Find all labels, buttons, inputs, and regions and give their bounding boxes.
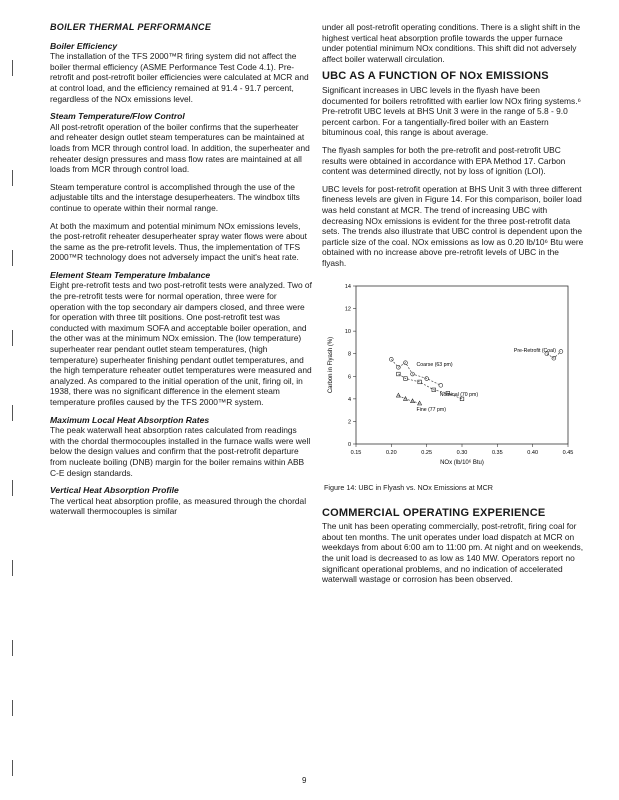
binder-mark	[12, 480, 24, 496]
left-column	[50, 22, 312, 524]
y-tick-label: 12	[344, 307, 351, 314]
x-tick-label: 0.15	[350, 450, 362, 457]
binder-mark	[12, 760, 24, 776]
data-point	[389, 358, 393, 362]
x-tick-label: 0.25	[421, 450, 433, 457]
binder-mark	[12, 330, 24, 346]
x-tick-label: 0.45	[562, 450, 574, 457]
binder-mark	[12, 700, 24, 716]
series-label: Fine (77 pm)	[416, 407, 446, 414]
x-axis-label: NOx (lb/10⁶ Btu)	[440, 460, 484, 467]
data-point	[559, 350, 563, 354]
series-label: Nominal (70 pm)	[439, 392, 479, 399]
figure-caption: Figure 14: UBC in Flyash vs. NOx Emissions at MCR	[324, 483, 493, 493]
paragraph: The unit has been operating commercially, post-retrofit, firing coal for about ten months. The unit operates under load dispatch at MCR on weekdays from about 6:00 am to 11:00 pm. At night and on weekends, the unit load is decreased to as low as 140 MW. Operators report no significant operational problems, and no indication of accelerated waterwall wastage or corrosion has been observed.	[322, 521, 584, 585]
ubc-vs-nox-chart	[322, 278, 584, 478]
paragraph: UBC levels for post-retrofit operation at BHS Unit 3 with three different fineness levels are given in Figure 14. For this comparison, boiler load was held constant at MCR. The trend of increasing UBC with decreasing NOx emissions is evident for the three post-retrofit data sets. The trends also illustrate that UBC control is dependent upon the particle size of the coal. NOx emissions as low as 0.20 lb/10⁶ Btu were obtained with no increase above pre-retrofit levels of UBC in the flyash.	[322, 183, 584, 268]
plot-frame	[356, 286, 568, 444]
paragraph: The installation of the TFS 2000™R firing system did not affect the boiler thermal efficiency (ASME Performance Test Code 4.1). Pre-retrofit and post-retrofit boiler efficiencies were calculated at MCR and at control load, and the efficiency remained at 91.4 - 91.7 percent, regardless of the NOx emissions level.	[50, 51, 309, 104]
binder-mark	[12, 60, 24, 76]
series-label: Pre-Retrofit (Coal)	[513, 348, 556, 355]
y-tick-label: 14	[344, 284, 351, 291]
series-label: Coarse (63 pm)	[416, 362, 453, 369]
data-point	[439, 384, 443, 388]
paragraph: Significant increases in UBC levels in the flyash have been documented for boilers retrofitted with earlier low NOx firing systems.⁶ Pre-retrofit UBC levels at BHS Unit 3 were in the range of 5.8 - 9.0 percent carbon. For a tangentially-fired boiler with an Eastern bituminous coal, this range is about average.	[322, 84, 581, 138]
data-point	[396, 394, 400, 398]
y-tick-label: 6	[347, 374, 351, 381]
binder-mark	[12, 560, 24, 576]
paragraph: At both the maximum and potential minimum NOx emissions levels, the post-retrofit reheater desuperheater spray water flows were about the same as the pre-retrofit levels. Thus, the implementation of TFS 2000™R technology does not adversely impact the unit's heat rate.	[50, 220, 307, 263]
figure	[322, 278, 584, 481]
x-tick-label: 0.20	[385, 450, 397, 457]
section-title: Boiler Efficiency	[50, 40, 118, 51]
binder-mark	[12, 170, 24, 186]
y-tick-label: 4	[347, 397, 351, 404]
y-axis-label: Carbon in Flyash (%)	[328, 337, 334, 394]
right-column	[322, 22, 584, 592]
x-tick-label: 0.30	[456, 450, 468, 457]
binder-mark	[12, 640, 24, 656]
y-tick-label: 8	[347, 352, 351, 359]
page-number: 9	[302, 776, 307, 785]
x-tick-label: 0.40	[527, 450, 539, 457]
paragraph: under all post-retrofit operating conditions. There is a slight shift in the highest vertical heat absorption profile towards the upper furnace under potential minimum NOx conditions. This shift did not adversely affect boiler waterwall circulation.	[322, 22, 581, 64]
y-tick-label: 10	[344, 329, 351, 336]
section-title: Steam Temperature/Flow Control	[50, 111, 185, 122]
paragraph: The peak waterwall heat absorption rates calculated from readings with the chordal thermocouples installed in the furnace walls were well below the design values and confirm that the post-retrofit departure from nucleate boiling (DNB) margin for the boiler remains within ABB C-E design standards.	[50, 425, 311, 478]
y-tick-label: 2	[347, 419, 351, 426]
section-heading: COMMERCIAL OPERATING EXPERIENCE	[322, 506, 546, 519]
section-title: Maximum Local Heat Absorption Rates	[50, 414, 210, 425]
section-title: Element Steam Temperature Imbalance	[50, 269, 211, 280]
binder-mark	[12, 405, 24, 421]
paragraph: The vertical heat absorption profile, as measured through the chordal waterwall thermocouples is similar	[50, 495, 307, 517]
series-line	[398, 396, 419, 404]
paragraph: All post-retrofit operation of the boiler confirms that the superheater and reheater design outlet steam temperatures can be maintained at loads from MCR through control load. In addition, the superheater and reheater design pressures and mass flow rates are maintained at all loads from MCR through control load.	[50, 121, 310, 175]
x-tick-label: 0.35	[491, 450, 503, 457]
paragraph: Steam temperature control is accomplished through the use of the adjustable tilts and the interstage desuperheaters. The windbox tilts continue to operate within their normal range.	[50, 181, 300, 213]
section-title: Vertical Heat Absorption Profile	[50, 485, 179, 496]
binder-mark	[12, 250, 24, 266]
section-heading: UBC AS A FUNCTION OF NOx EMISSIONS	[322, 70, 549, 83]
running-header: BOILER THERMAL PERFORMANCE	[50, 22, 212, 32]
y-tick-label: 0	[347, 442, 351, 449]
paragraph: The flyash samples for both the pre-retrofit and post-retrofit UBC results were obtained in accordance with EPA Method 17. Carbon content was determined directly, not by loss of ignition (LOI).	[322, 144, 566, 177]
paragraph: Eight pre-retrofit tests and two post-retrofit tests were analyzed. Two of the pre-retrofit tests were for normal operation, three were for operation with the top secondary air dampers closed, and three were for operation with three tilt positions. One post-retrofit test was conducted with maximum SOFA and acceptable boiler operation, and the other was at the minimum NOx emission. The (low temperature) superheater rear pendant outlet steam temperatures, (high temperature) superheater finishing pendant outlet temperatures, and the high temperature reheater outlet temperatures were measured and analyzed. As compared to the initial operation of the unit, firing oil, in 1938, there was no significant difference in the element steam temperature profiles caused by the TFS 2000™R system.	[50, 280, 312, 407]
